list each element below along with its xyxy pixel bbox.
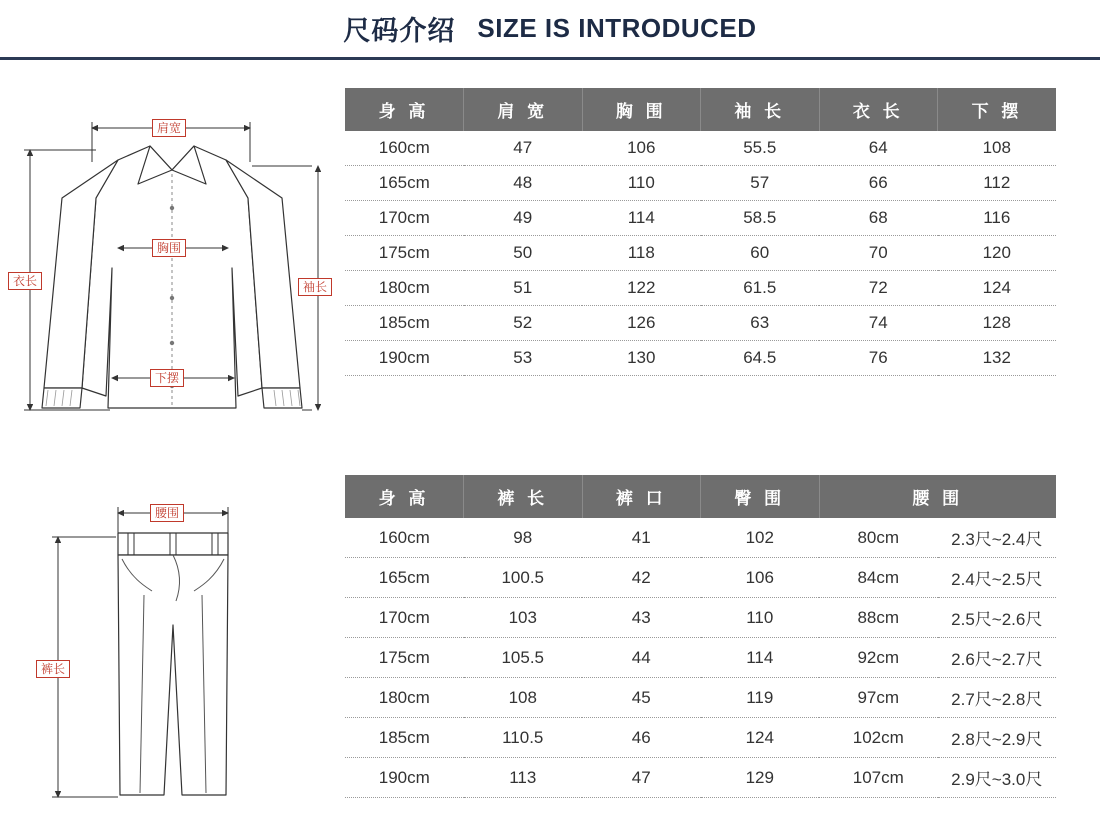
shirt-label-shoulder: 肩宽 [152,119,186,137]
shirt-table-column [345,88,1100,376]
cell: 128 [938,306,1057,341]
cell: 46 [582,718,701,758]
pants-diagram [0,475,345,810]
table-row [345,306,1056,341]
cell: 70 [819,236,938,271]
cell: 76 [819,341,938,376]
pants-section [0,475,1100,810]
cell: 100.5 [464,558,583,598]
cell: 107cm [819,758,938,798]
cell: 41 [582,518,701,558]
pants-header-row [345,475,1056,518]
table-row [345,718,1056,758]
cell: 114 [582,201,701,236]
shirt-header-row [345,88,1056,131]
cell: 160cm [345,131,464,166]
cell: 120 [938,236,1057,271]
shirt-label-length: 衣长 [8,272,42,290]
shirt-label-chest: 胸围 [152,239,186,257]
cell: 47 [464,131,583,166]
cell: 88cm [819,598,938,638]
cell: 106 [701,558,820,598]
shirt-figure-column [0,88,345,423]
shirt-col-sleeve: 袖 长 [701,88,820,131]
cell: 165cm [345,166,464,201]
pants-label-length: 裤长 [36,660,70,678]
cell: 64 [819,131,938,166]
pants-illustration-svg [0,475,345,805]
cell: 43 [582,598,701,638]
cell: 51 [464,271,583,306]
cell: 92cm [819,638,938,678]
cell: 2.9尺~3.0尺 [938,758,1057,798]
cell: 180cm [345,678,464,718]
cell: 2.6尺~2.7尺 [938,638,1057,678]
shirt-col-shoulder: 肩 宽 [464,88,583,131]
pants-col-height: 身 高 [345,475,464,518]
pants-table-head [345,475,1056,518]
cell: 55.5 [701,131,820,166]
cell: 124 [938,271,1057,306]
cell: 122 [582,271,701,306]
cell: 175cm [345,236,464,271]
cell: 170cm [345,598,464,638]
cell: 190cm [345,758,464,798]
cell: 68 [819,201,938,236]
cell: 66 [819,166,938,201]
shirt-col-hem: 下 摆 [938,88,1057,131]
cell: 48 [464,166,583,201]
cell: 110.5 [464,718,583,758]
shirt-col-length: 衣 长 [819,88,938,131]
cell: 45 [582,678,701,718]
cell: 124 [701,718,820,758]
cell: 42 [582,558,701,598]
cell: 129 [701,758,820,798]
page-title-en: SIZE IS INTRODUCED [477,13,757,43]
shirt-table-body [345,131,1056,376]
cell: 74 [819,306,938,341]
cell: 63 [701,306,820,341]
table-row [345,518,1056,558]
table-row [345,166,1056,201]
cell: 50 [464,236,583,271]
cell: 108 [938,131,1057,166]
shirt-label-hem: 下摆 [150,369,184,387]
cell: 112 [938,166,1057,201]
page-header [0,0,1100,60]
cell: 80cm [819,518,938,558]
cell: 165cm [345,558,464,598]
cell: 44 [582,638,701,678]
pants-col-hip: 臀 围 [701,475,820,518]
cell: 118 [582,236,701,271]
pants-col-leg-opening: 裤 口 [582,475,701,518]
cell: 116 [938,201,1057,236]
table-row [345,638,1056,678]
shirt-col-height: 身 高 [345,88,464,131]
shirt-section [0,88,1100,423]
table-row [345,271,1056,306]
table-row [345,758,1056,798]
cell: 114 [701,638,820,678]
pants-label-waist: 腰围 [150,504,184,522]
cell: 2.7尺~2.8尺 [938,678,1057,718]
shirt-label-sleeve: 袖长 [298,278,332,296]
cell: 175cm [345,638,464,678]
cell: 58.5 [701,201,820,236]
pants-table-column [345,475,1100,798]
cell: 130 [582,341,701,376]
page-title-cn: 尺码介绍 [343,16,456,46]
cell: 185cm [345,306,464,341]
table-row [345,678,1056,718]
shirt-table-head [345,88,1056,131]
cell: 132 [938,341,1057,376]
cell: 185cm [345,718,464,758]
pants-size-table [345,475,1056,798]
cell: 72 [819,271,938,306]
cell: 2.4尺~2.5尺 [938,558,1057,598]
cell: 2.5尺~2.6尺 [938,598,1057,638]
cell: 180cm [345,271,464,306]
cell: 97cm [819,678,938,718]
cell: 105.5 [464,638,583,678]
cell: 102 [701,518,820,558]
cell: 170cm [345,201,464,236]
cell: 126 [582,306,701,341]
cell: 108 [464,678,583,718]
table-row [345,201,1056,236]
pants-col-pant-length: 裤 长 [464,475,583,518]
table-row [345,341,1056,376]
cell: 64.5 [701,341,820,376]
cell: 47 [582,758,701,798]
pants-col-waist: 腰 围 [819,475,1056,518]
cell: 49 [464,201,583,236]
cell: 110 [701,598,820,638]
cell: 2.3尺~2.4尺 [938,518,1057,558]
shirt-col-chest: 胸 围 [582,88,701,131]
cell: 190cm [345,341,464,376]
cell: 103 [464,598,583,638]
cell: 52 [464,306,583,341]
cell: 60 [701,236,820,271]
cell: 53 [464,341,583,376]
cell: 57 [701,166,820,201]
cell: 113 [464,758,583,798]
cell: 2.8尺~2.9尺 [938,718,1057,758]
cell: 84cm [819,558,938,598]
table-row [345,131,1056,166]
cell: 106 [582,131,701,166]
cell: 110 [582,166,701,201]
cell: 61.5 [701,271,820,306]
cell: 102cm [819,718,938,758]
cell: 98 [464,518,583,558]
pants-table-body [345,518,1056,798]
table-row [345,558,1056,598]
cell: 160cm [345,518,464,558]
shirt-size-table [345,88,1056,376]
cell: 119 [701,678,820,718]
table-row [345,236,1056,271]
shirt-diagram [0,88,345,423]
table-row [345,598,1056,638]
pants-figure-column [0,475,345,810]
